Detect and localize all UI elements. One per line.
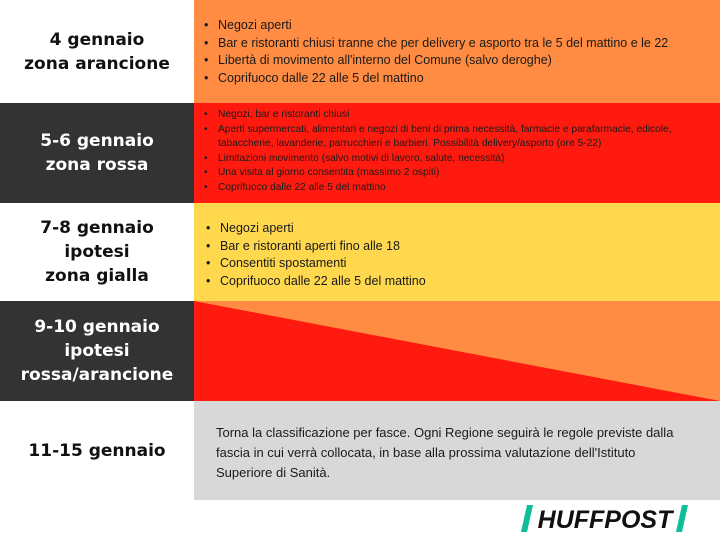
list-item: • Consentiti spostamenti [206,255,426,273]
rules-list [206,220,426,290]
row-zona-rossa [0,103,720,203]
info-panel-grey [194,401,720,500]
rules-list [204,17,668,87]
date-label [0,0,194,103]
rules-panel-red [194,103,720,203]
list-item: • Bar e ristoranti aperti fino alle 18 [206,238,426,256]
list-item: • Negozi aperti [206,220,426,238]
rules-panel-orange [194,0,720,103]
list-item: • Negozi, bar e ristoranti chiusi [204,108,714,123]
date-label [0,301,194,401]
list-item: • Limitazioni movimento (salvo motivi di lavoro, salute, necessità) [204,152,714,167]
hypothesis-label-line: ipotesi [64,341,130,361]
date-label [0,103,194,203]
date-label-line: 9-10 gennaio [34,317,160,337]
list-item: • Coprifuoco dalle 22 alle 5 del mattino [204,181,714,196]
rules-list [204,108,714,195]
zone-label-line: zona arancione [24,53,170,74]
date-label-line: 5-6 gennaio [40,131,154,151]
list-item: • Libertà di movimento all'interno del Comune (salvo deroghe) [204,52,668,70]
date-label-line: 4 gennaio [49,29,145,50]
zone-label-line: zona gialla [45,266,149,286]
date-label-line: 7-8 gennaio [40,218,154,238]
logo-right-slash [676,505,688,532]
split-zone-graphic [194,301,720,401]
date-label [0,203,194,301]
classification-note: Torna la classificazione per fasce. Ogni Regione seguirà le regole previste dalla fascia in cui verrà collocata, in base alla prossima valutazione dell'Istituto Superiore di Sanità. [216,425,674,480]
list-item: • Bar e ristoranti chiusi tranne che per delivery e asporto tra le 5 del mattino e le 22 [204,35,668,53]
list-item: • Negozi aperti [204,17,668,35]
row-rossa-arancione [0,301,720,401]
row-zona-arancione [0,0,720,103]
rules-panel-yellow [194,203,720,301]
logo-wordmark: HUFFPOST [537,506,673,532]
huffpost-logo [521,505,688,532]
list-item: • Coprifuoco dalle 22 alle 5 del mattino [206,273,426,291]
list-item: • Una visita al giorno consentita (massimo 2 ospiti) [204,166,714,181]
list-item: • Coprifuoco dalle 22 alle 5 del mattino [204,70,668,88]
zone-label-line: rossa/arancione [20,365,174,385]
hypothesis-label-line: ipotesi [64,242,130,262]
zone-label-line: zona rossa [45,155,149,175]
list-item: • Aperti supermercati, alimentari e negozi di beni di prima necessità, farmacie e parafarmacie, edicole, tabaccherie, lavanderie, parrucchieri e barbieri. Possibilità delivery/asporto (ore 5-22) [204,123,714,152]
split-zone-panel [194,301,720,401]
logo-left-slash [521,505,533,532]
date-label [0,401,194,500]
date-label-line: 11-15 gennaio [28,440,166,461]
row-zona-gialla [0,203,720,301]
row-fasce [0,401,720,500]
